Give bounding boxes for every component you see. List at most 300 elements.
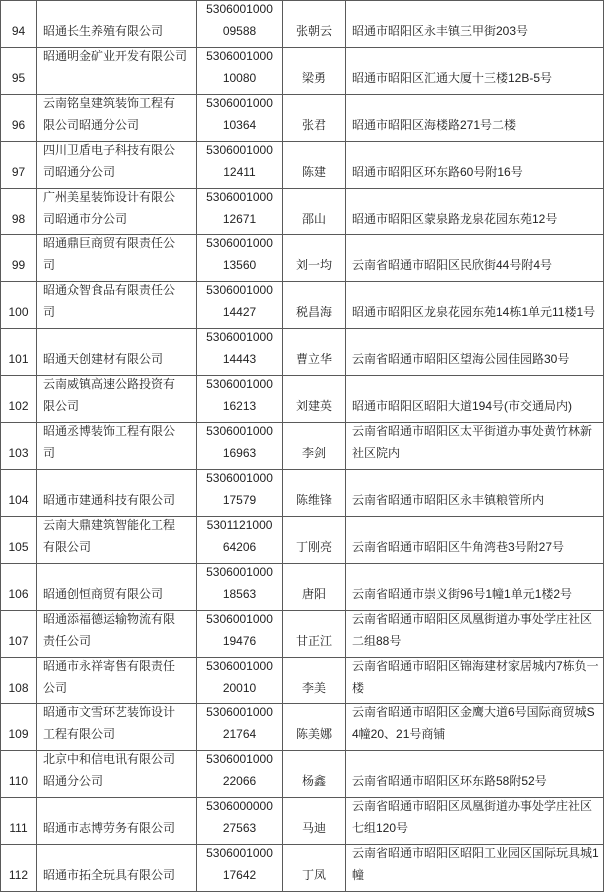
company-name-line-bottom: 有限公司 bbox=[43, 539, 92, 554]
address-lines bbox=[352, 751, 603, 792]
person-name-cell bbox=[283, 423, 346, 469]
address-cell bbox=[346, 235, 604, 281]
person-name-line-bottom: 甘正江 bbox=[295, 633, 332, 648]
company-name-lines bbox=[43, 329, 196, 370]
table-row bbox=[1, 329, 604, 376]
registration-number-line-bottom: 64206 bbox=[222, 539, 257, 554]
person-name-line-bottom: 梁勇 bbox=[301, 70, 326, 85]
address-cell bbox=[346, 376, 604, 422]
company-name-line-top: 云南大鼎建筑智能化工程 bbox=[43, 517, 176, 532]
person-name-line-top bbox=[283, 564, 345, 583]
registration-number-line-bottom: 14427 bbox=[222, 305, 257, 320]
person-name-line-top bbox=[283, 845, 345, 864]
registration-number-lines bbox=[197, 1, 282, 42]
registration-number-line-bottom: 17642 bbox=[222, 868, 257, 883]
person-name-cell bbox=[283, 564, 346, 610]
row-number-line-bottom: 102 bbox=[8, 399, 29, 414]
address-line-bottom: 昭通市昭阳区昭阳大道194号(市交通局内) bbox=[352, 399, 573, 414]
registration-number-lines bbox=[197, 189, 282, 230]
row-number-line-bottom: 103 bbox=[8, 446, 29, 461]
registration-number-lines bbox=[197, 704, 282, 745]
company-name-line-bottom: 昭通天创建材有限公司 bbox=[43, 352, 164, 367]
row-number-cell bbox=[1, 517, 37, 563]
company-name-line-bottom: 工程有限公司 bbox=[43, 727, 116, 742]
address-lines bbox=[352, 1, 603, 42]
person-name-line-bottom: 唐阳 bbox=[301, 586, 326, 601]
row-number-lines bbox=[1, 423, 36, 464]
company-name-line-bottom: 昭通市拓全玩具有限公司 bbox=[43, 868, 176, 883]
row-number-cell bbox=[1, 704, 37, 750]
address-lines bbox=[352, 845, 603, 886]
address-lines bbox=[352, 48, 603, 89]
address-line-top bbox=[352, 1, 603, 20]
person-name-line-bottom: 张朝云 bbox=[295, 24, 332, 38]
address-cell bbox=[346, 95, 604, 141]
person-name-line-bottom: 丁刚亮 bbox=[295, 539, 332, 554]
registration-number-cell bbox=[197, 95, 283, 141]
person-name-cell bbox=[283, 798, 346, 844]
company-name-lines bbox=[43, 189, 196, 230]
company-name-line-bottom: 昭通市志博劳务有限公司 bbox=[43, 821, 176, 836]
row-number-line-bottom: 101 bbox=[8, 352, 29, 367]
row-number-lines bbox=[1, 189, 36, 230]
registration-number-line-top: 5306001000 bbox=[206, 658, 273, 673]
company-name-cell bbox=[37, 751, 197, 797]
person-name-lines bbox=[283, 282, 345, 323]
table-row bbox=[1, 95, 604, 142]
company-name-cell bbox=[37, 470, 197, 516]
row-number-cell bbox=[1, 470, 37, 516]
registration-number-lines bbox=[197, 517, 282, 558]
row-number-lines bbox=[1, 470, 36, 511]
registration-number-lines bbox=[197, 658, 282, 699]
registration-number-lines bbox=[197, 95, 282, 136]
company-name-line-bottom: 昭通长生养殖有限公司 bbox=[43, 24, 164, 38]
row-number-lines bbox=[1, 798, 36, 839]
person-name-cell bbox=[283, 48, 346, 94]
company-name-cell bbox=[37, 423, 197, 469]
registration-number-line-bottom: 13560 bbox=[222, 258, 257, 273]
person-name-line-bottom: 丁凤 bbox=[301, 868, 326, 883]
registration-number-line-top: 5306001000 bbox=[206, 48, 273, 63]
person-name-line-top bbox=[283, 517, 345, 536]
company-name-cell bbox=[37, 95, 197, 141]
row-number-line-bottom: 104 bbox=[8, 492, 29, 507]
person-name-lines bbox=[283, 235, 345, 276]
person-name-lines bbox=[283, 845, 345, 886]
company-name-lines bbox=[43, 470, 196, 511]
registration-number-line-top: 5306001000 bbox=[206, 283, 273, 298]
person-name-line-top bbox=[283, 142, 345, 161]
row-number-cell bbox=[1, 1, 37, 47]
person-name-line-bottom: 杨鑫 bbox=[301, 774, 326, 789]
address-line-bottom: 昭通市昭阳区蒙泉路龙泉花园东苑12号 bbox=[352, 211, 558, 226]
registration-number-line-top: 5306001000 bbox=[206, 424, 273, 439]
registration-number-cell bbox=[197, 611, 283, 657]
registration-number-cell bbox=[197, 798, 283, 844]
person-name-line-bottom: 李剑 bbox=[301, 446, 326, 461]
person-name-line-top bbox=[283, 751, 345, 770]
person-name-lines bbox=[283, 423, 345, 464]
table-row bbox=[1, 282, 604, 329]
row-number-cell bbox=[1, 282, 37, 328]
company-name-line-top: 四川卫盾电子科技有限公 bbox=[43, 142, 176, 157]
table-row bbox=[1, 517, 604, 564]
registration-number-cell bbox=[197, 751, 283, 797]
company-name-line-top bbox=[43, 470, 196, 489]
company-name-line-bottom: 昭通创恒商贸有限公司 bbox=[43, 586, 164, 601]
row-number-line-top bbox=[1, 189, 36, 208]
row-number-lines bbox=[1, 517, 36, 558]
person-name-line-bottom: 邵山 bbox=[301, 211, 326, 226]
company-name-cell bbox=[37, 798, 197, 844]
registration-number-line-bottom: 10364 bbox=[222, 117, 257, 132]
company-name-cell bbox=[37, 376, 197, 422]
company-name-line-top: 昭通丞博装饰工程有限公 bbox=[43, 424, 176, 439]
person-name-cell bbox=[283, 751, 346, 797]
registration-number-line-top: 5306001000 bbox=[206, 142, 273, 157]
company-name-line-top: 昭通鼎巨商贸有限责任公 bbox=[43, 236, 176, 251]
table-row bbox=[1, 142, 604, 189]
company-name-lines bbox=[43, 704, 196, 745]
address-line-top bbox=[352, 564, 603, 583]
row-number-line-top bbox=[1, 704, 36, 723]
person-name-cell bbox=[283, 282, 346, 328]
registration-number-lines bbox=[197, 235, 282, 276]
row-number-line-bottom: 94 bbox=[11, 24, 26, 38]
row-number-line-top bbox=[1, 235, 36, 254]
address-line-top bbox=[352, 329, 603, 348]
address-cell bbox=[346, 517, 604, 563]
registration-number-lines bbox=[197, 751, 282, 792]
row-number-lines bbox=[1, 564, 36, 605]
address-line-top: 云南省昭通市昭阳区凤凰街道办事处学庄社区 bbox=[352, 799, 593, 814]
table-row bbox=[1, 658, 604, 705]
person-name-lines bbox=[283, 704, 345, 745]
address-lines bbox=[352, 282, 603, 323]
company-name-lines bbox=[43, 376, 196, 417]
person-name-line-bottom: 曹立华 bbox=[295, 352, 332, 367]
address-line-bottom: 昭通市昭阳区海楼路271号二楼 bbox=[352, 117, 517, 132]
company-name-lines bbox=[43, 564, 196, 605]
row-number-cell bbox=[1, 611, 37, 657]
row-number-cell bbox=[1, 95, 37, 141]
registration-number-cell bbox=[197, 282, 283, 328]
company-name-lines bbox=[43, 282, 196, 323]
row-number-line-top bbox=[1, 564, 36, 583]
person-name-cell bbox=[283, 189, 346, 235]
person-name-line-top bbox=[283, 704, 345, 723]
company-name-cell bbox=[37, 235, 197, 281]
person-name-lines bbox=[283, 1, 345, 42]
person-name-lines bbox=[283, 751, 345, 792]
address-line-top: 云南省昭通市昭阳区锦海建材家居城内7栋负一 bbox=[352, 658, 599, 673]
person-name-line-top bbox=[283, 1, 345, 20]
registration-number-line-bottom: 20010 bbox=[222, 680, 257, 695]
row-number-line-top bbox=[1, 48, 36, 67]
company-name-cell bbox=[37, 1, 197, 47]
address-lines bbox=[352, 423, 603, 464]
person-name-cell bbox=[283, 658, 346, 704]
person-name-cell bbox=[283, 517, 346, 563]
row-number-line-top bbox=[1, 1, 36, 20]
address-lines bbox=[352, 517, 603, 558]
row-number-line-bottom: 109 bbox=[8, 727, 29, 742]
address-cell bbox=[346, 189, 604, 235]
person-name-line-bottom: 张君 bbox=[301, 117, 326, 132]
registration-number-lines bbox=[197, 282, 282, 323]
person-name-lines bbox=[283, 48, 345, 89]
company-name-cell bbox=[37, 658, 197, 704]
person-name-lines bbox=[283, 142, 345, 183]
company-name-line-top: 昭通市永祥寄售有限责任 bbox=[43, 658, 176, 673]
registration-number-cell bbox=[197, 48, 283, 94]
address-cell bbox=[346, 564, 604, 610]
registration-number-cell bbox=[197, 470, 283, 516]
address-lines bbox=[352, 189, 603, 230]
row-number-lines bbox=[1, 1, 36, 42]
address-line-bottom: 幢 bbox=[352, 868, 365, 883]
person-name-cell bbox=[283, 845, 346, 891]
company-name-line-top: 云南威镇高速公路投资有 bbox=[43, 377, 176, 392]
person-name-lines bbox=[283, 95, 345, 136]
registration-number-lines bbox=[197, 470, 282, 511]
company-name-line-bottom: 限公司 bbox=[43, 399, 80, 414]
person-name-cell bbox=[283, 142, 346, 188]
person-name-lines bbox=[283, 470, 345, 511]
address-line-bottom: 二组88号 bbox=[352, 633, 402, 648]
row-number-cell bbox=[1, 329, 37, 375]
company-name-line-bottom: 责任公司 bbox=[43, 633, 92, 648]
address-cell bbox=[346, 658, 604, 704]
person-name-line-top bbox=[283, 658, 345, 677]
person-name-cell bbox=[283, 1, 346, 47]
address-cell bbox=[346, 751, 604, 797]
address-lines bbox=[352, 704, 603, 745]
row-number-lines bbox=[1, 658, 36, 699]
registration-number-lines bbox=[197, 423, 282, 464]
table-row bbox=[1, 611, 604, 658]
company-name-lines bbox=[43, 798, 196, 839]
person-name-lines bbox=[283, 564, 345, 605]
person-name-line-top bbox=[283, 798, 345, 817]
registration-number-lines bbox=[197, 142, 282, 183]
address-line-bottom: 昭通市昭阳区龙泉花园东苑14栋1单元11楼1号 bbox=[352, 305, 596, 320]
registration-number-cell bbox=[197, 1, 283, 47]
registration-number-lines bbox=[197, 798, 282, 839]
registration-number-lines bbox=[197, 611, 282, 652]
row-number-cell bbox=[1, 798, 37, 844]
company-name-lines bbox=[43, 517, 196, 558]
registration-number-cell bbox=[197, 189, 283, 235]
table-row bbox=[1, 751, 604, 798]
company-name-line-top bbox=[43, 1, 196, 20]
company-name-cell bbox=[37, 517, 197, 563]
registration-number-cell bbox=[197, 658, 283, 704]
table-row bbox=[1, 235, 604, 282]
row-number-cell bbox=[1, 423, 37, 469]
person-name-line-bottom: 陈美娜 bbox=[295, 727, 332, 742]
company-name-line-bottom: 昭通分公司 bbox=[43, 774, 104, 789]
person-name-line-top bbox=[283, 282, 345, 301]
address-cell bbox=[346, 329, 604, 375]
company-name-line-top bbox=[43, 329, 196, 348]
row-number-cell bbox=[1, 751, 37, 797]
address-line-top bbox=[352, 282, 603, 301]
address-lines bbox=[352, 329, 603, 370]
row-number-line-bottom: 110 bbox=[8, 774, 29, 789]
registration-number-line-top: 5306001000 bbox=[206, 2, 273, 16]
company-name-line-top: 昭通明金矿业开发有限公司 bbox=[43, 48, 188, 63]
registration-number-line-top: 5306001000 bbox=[206, 846, 273, 861]
address-line-top bbox=[352, 517, 603, 536]
registration-number-lines bbox=[197, 845, 282, 886]
address-lines bbox=[352, 798, 603, 839]
row-number-line-top bbox=[1, 751, 36, 770]
address-lines bbox=[352, 235, 603, 276]
company-name-line-bottom: 司 bbox=[43, 258, 56, 273]
row-number-lines bbox=[1, 282, 36, 323]
person-name-line-bottom: 刘一均 bbox=[295, 258, 332, 273]
address-lines bbox=[352, 376, 603, 417]
table-row bbox=[1, 48, 604, 95]
row-number-cell bbox=[1, 564, 37, 610]
row-number-line-bottom: 112 bbox=[8, 868, 29, 883]
registration-number-line-bottom: 27563 bbox=[222, 821, 257, 836]
address-line-bottom: 云南省昭通市昭阳区永丰镇粮管所内 bbox=[352, 492, 545, 507]
row-number-line-top bbox=[1, 329, 36, 348]
row-number-line-top bbox=[1, 142, 36, 161]
registration-number-line-bottom: 16213 bbox=[222, 399, 257, 414]
company-name-cell bbox=[37, 48, 197, 94]
registration-number-line-top: 5306001000 bbox=[206, 189, 273, 204]
address-line-bottom: 云南省昭通市昭阳区望海公园佳园路30号 bbox=[352, 352, 570, 367]
person-name-lines bbox=[283, 517, 345, 558]
address-lines bbox=[352, 142, 603, 183]
company-name-cell bbox=[37, 142, 197, 188]
row-number-line-bottom: 97 bbox=[11, 164, 26, 179]
registration-number-cell bbox=[197, 845, 283, 891]
person-name-lines bbox=[283, 658, 345, 699]
row-number-line-bottom: 100 bbox=[8, 305, 29, 320]
company-name-lines bbox=[43, 845, 196, 886]
registration-number-cell bbox=[197, 704, 283, 750]
company-name-lines bbox=[43, 235, 196, 276]
table-row bbox=[1, 376, 604, 423]
company-name-line-bottom bbox=[43, 67, 196, 89]
registration-number-lines bbox=[197, 564, 282, 605]
company-name-line-bottom: 昭通市建通科技有限公司 bbox=[43, 492, 176, 507]
company-name-cell bbox=[37, 611, 197, 657]
address-line-bottom: 云南省昭通市昭阳区环东路58附52号 bbox=[352, 774, 547, 789]
registration-number-line-top: 5306000000 bbox=[206, 799, 273, 814]
registration-number-line-bottom: 18563 bbox=[222, 586, 257, 601]
person-name-line-top bbox=[283, 329, 345, 348]
person-name-lines bbox=[283, 376, 345, 417]
registration-number-line-bottom: 22066 bbox=[222, 774, 257, 789]
person-name-line-bottom: 陈维锋 bbox=[295, 492, 332, 507]
company-name-line-bottom: 司 bbox=[43, 305, 56, 320]
registration-number-line-bottom: 09588 bbox=[222, 24, 257, 38]
address-line-top bbox=[352, 189, 603, 208]
address-line-top: 云南省昭通市昭阳区金鹰大道6号国际商贸城S bbox=[352, 705, 595, 720]
address-cell bbox=[346, 423, 604, 469]
address-line-bottom: 七组120号 bbox=[352, 821, 409, 836]
table-row bbox=[1, 704, 604, 751]
address-line-top: 云南省昭通市昭阳区昭阳工业园区国际玩具城1 bbox=[352, 846, 599, 861]
address-line-top bbox=[352, 48, 603, 67]
registration-number-line-top: 5306001000 bbox=[206, 236, 273, 251]
row-number-lines bbox=[1, 845, 36, 886]
person-name-lines bbox=[283, 611, 345, 652]
person-name-line-top bbox=[283, 95, 345, 114]
address-cell bbox=[346, 704, 604, 750]
address-lines bbox=[352, 470, 603, 511]
company-name-line-top: 昭通添福德运输物流有限 bbox=[43, 611, 176, 626]
registration-number-lines bbox=[197, 376, 282, 417]
registration-number-cell bbox=[197, 329, 283, 375]
row-number-cell bbox=[1, 658, 37, 704]
row-number-line-top bbox=[1, 423, 36, 442]
company-name-line-bottom: 司昭通分公司 bbox=[43, 164, 116, 179]
row-number-line-bottom: 111 bbox=[9, 821, 28, 836]
company-name-line-top: 昭通众智食品有限责任公 bbox=[43, 283, 176, 298]
person-name-line-top bbox=[283, 235, 345, 254]
company-name-cell bbox=[37, 845, 197, 891]
row-number-line-bottom: 107 bbox=[8, 633, 29, 648]
person-name-line-bottom: 刘建英 bbox=[295, 399, 332, 414]
address-line-bottom: 4幢20、21号商铺 bbox=[352, 727, 446, 742]
company-name-line-top bbox=[43, 845, 196, 864]
person-name-cell bbox=[283, 329, 346, 375]
registration-number-line-top: 5306001000 bbox=[206, 564, 273, 579]
registration-number-line-bottom: 21764 bbox=[222, 727, 257, 742]
registration-number-lines bbox=[197, 329, 282, 370]
registration-number-line-top: 5306001000 bbox=[206, 470, 273, 485]
address-line-bottom: 昭通市昭阳区汇通大厦十三楼12B-5号 bbox=[352, 70, 553, 85]
company-name-line-top bbox=[43, 798, 196, 817]
address-lines bbox=[352, 564, 603, 605]
address-line-top: 云南省昭通市昭阳区太平街道办事处黄竹林新 bbox=[352, 424, 593, 439]
person-name-cell bbox=[283, 470, 346, 516]
person-name-cell bbox=[283, 704, 346, 750]
table-row bbox=[1, 564, 604, 611]
registration-number-cell bbox=[197, 142, 283, 188]
person-name-cell bbox=[283, 376, 346, 422]
person-name-line-top bbox=[283, 423, 345, 442]
registration-number-cell bbox=[197, 517, 283, 563]
company-name-lines bbox=[43, 1, 196, 42]
company-name-lines bbox=[43, 423, 196, 464]
row-number-line-top bbox=[1, 798, 36, 817]
company-name-cell bbox=[37, 189, 197, 235]
table-row bbox=[1, 189, 604, 236]
company-name-line-bottom: 司昭通市分公司 bbox=[43, 211, 128, 226]
row-number-line-top bbox=[1, 95, 36, 114]
company-name-lines bbox=[43, 751, 196, 792]
registration-number-line-bottom: 17579 bbox=[222, 492, 257, 507]
company-name-cell bbox=[37, 282, 197, 328]
address-line-top bbox=[352, 376, 603, 395]
company-name-cell bbox=[37, 329, 197, 375]
address-cell bbox=[346, 611, 604, 657]
row-number-line-bottom: 105 bbox=[8, 539, 29, 554]
row-number-line-bottom: 106 bbox=[8, 586, 29, 601]
address-lines bbox=[352, 658, 603, 699]
address-line-top bbox=[352, 142, 603, 161]
person-name-line-bottom: 李美 bbox=[301, 680, 326, 695]
company-name-lines bbox=[43, 95, 196, 136]
